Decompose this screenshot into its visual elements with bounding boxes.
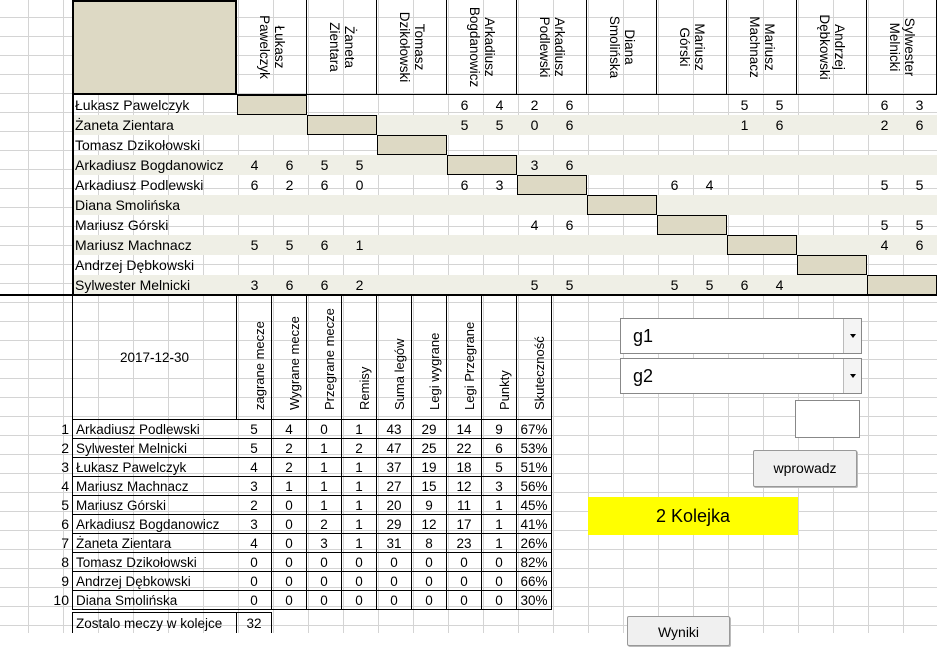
standing-stat-cell[interactable]: 29: [377, 515, 412, 534]
standing-stat-cell[interactable]: 0: [377, 553, 412, 572]
standing-stat-cell[interactable]: 51%: [517, 458, 552, 477]
score-cell[interactable]: 6: [320, 277, 329, 293]
combo-box-g1-value: g1: [633, 326, 654, 346]
standing-stat-cell[interactable]: 2: [307, 515, 342, 534]
header-first-name: Andrzej: [831, 24, 847, 70]
score-cell[interactable]: 6: [565, 157, 574, 173]
standing-stat-cell[interactable]: 0: [482, 553, 517, 572]
matrix-row-label[interactable]: Mariusz Machnacz: [75, 237, 192, 253]
score-cell[interactable]: 5: [495, 117, 504, 133]
header-last-name: Podlewski: [536, 16, 552, 78]
score-cell[interactable]: 4: [880, 237, 889, 253]
matrix-row-label[interactable]: Arkadiusz Podlewski: [75, 177, 204, 193]
standing-stat-cell[interactable]: 5: [237, 439, 272, 458]
standing-stat-cell[interactable]: 1: [482, 515, 517, 534]
header-last-name: Dębkowski: [816, 14, 832, 80]
standing-stat-cell[interactable]: 56%: [517, 477, 552, 496]
standing-stat-cell[interactable]: 4: [237, 534, 272, 553]
score-cell[interactable]: 6: [320, 177, 329, 193]
score-cell[interactable]: 3: [915, 97, 924, 113]
standing-rank: 7: [61, 535, 69, 551]
header-last-name: Dzikołowski: [396, 11, 412, 83]
header-last-name: Górski: [676, 27, 692, 67]
score-cell[interactable]: 3: [530, 157, 539, 173]
standing-stat-cell[interactable]: 1: [307, 496, 342, 515]
score-cell[interactable]: 5: [775, 97, 784, 113]
score-cell[interactable]: 1: [740, 117, 749, 133]
standing-stat-cell[interactable]: 15: [412, 477, 447, 496]
matrix-row-label[interactable]: Tomasz Dzikołowski: [75, 137, 201, 153]
standing-stat-cell[interactable]: 0: [237, 553, 272, 572]
standing-stat-cell[interactable]: 14: [447, 420, 482, 439]
score-cell[interactable]: 4: [775, 277, 784, 293]
date-label: 2017-12-30: [119, 350, 190, 365]
standing-name[interactable]: Łukasz Pawelczyk: [72, 458, 237, 477]
chevron-down-icon: [850, 374, 856, 378]
header-last-name: Zientara: [326, 22, 342, 72]
standing-stat-cell[interactable]: 30%: [517, 591, 552, 610]
standing-name[interactable]: Żaneta Zientara: [72, 534, 237, 553]
score-cell[interactable]: 6: [565, 117, 574, 133]
score-cell[interactable]: 3: [250, 277, 259, 293]
score-cell[interactable]: 5: [880, 217, 889, 233]
standing-stat-cell[interactable]: 1: [272, 477, 307, 496]
standing-stat-cell[interactable]: 23: [447, 534, 482, 553]
combo-box-g2-value: g2: [633, 366, 654, 386]
score-cell[interactable]: 4: [250, 157, 259, 173]
score-cell[interactable]: 4: [705, 177, 714, 193]
standing-stat-cell[interactable]: 0: [342, 572, 377, 591]
standing-stat-cell[interactable]: 1: [342, 420, 377, 439]
stats-header-label: Remisy: [357, 366, 372, 410]
stats-header-label: zagrane mecze: [252, 321, 267, 410]
header-first-name: Żaneta: [341, 25, 357, 69]
matrix-border: [72, 0, 937, 296]
standing-stat-cell[interactable]: 1: [342, 458, 377, 477]
score-cell[interactable]: 6: [740, 277, 749, 293]
standing-stat-cell[interactable]: 0: [447, 572, 482, 591]
standing-name[interactable]: Andrzej Dębkowski: [72, 572, 237, 591]
standing-stat-cell[interactable]: 6: [482, 439, 517, 458]
standing-name[interactable]: Arkadiusz Podlewski: [72, 420, 237, 439]
score-cell[interactable]: 6: [285, 277, 294, 293]
matrix-row-label[interactable]: Andrzej Dębkowski: [75, 257, 195, 273]
header-first-name: Sylwester: [901, 17, 917, 77]
standing-stat-cell[interactable]: 0: [272, 572, 307, 591]
standing-stat-cell[interactable]: 11: [447, 496, 482, 515]
stats-column-header: [342, 295, 377, 420]
standing-stat-cell[interactable]: 31: [377, 534, 412, 553]
standing-stat-cell[interactable]: 1: [342, 496, 377, 515]
standing-stat-cell[interactable]: 0: [482, 591, 517, 610]
standing-stat-cell[interactable]: 0: [272, 534, 307, 553]
standing-stat-cell[interactable]: 5: [237, 420, 272, 439]
standing-stat-cell[interactable]: 20: [377, 496, 412, 515]
score-cell[interactable]: 5: [740, 97, 749, 113]
score-cell[interactable]: 5: [565, 277, 574, 293]
standing-stat-cell[interactable]: 27: [377, 477, 412, 496]
score-cell[interactable]: 3: [495, 177, 504, 193]
round-label: 2 Kolejka: [588, 497, 798, 535]
stats-header-label: Skuteczność: [532, 336, 547, 410]
score-cell[interactable]: 5: [915, 217, 924, 233]
standing-stat-cell[interactable]: 0: [272, 496, 307, 515]
score-cell[interactable]: 5: [460, 117, 469, 133]
matrix-row-label[interactable]: Sylwester Melnicki: [75, 277, 191, 293]
standing-stat-cell[interactable]: 3: [237, 477, 272, 496]
stats-header-label: Przegrane mecze: [322, 308, 337, 410]
score-cell[interactable]: 2: [880, 117, 889, 133]
matrix-row-label[interactable]: Łukasz Pawelczyk: [75, 97, 190, 113]
header-first-name: Arkadiusz: [481, 17, 497, 77]
standing-name[interactable]: Diana Smolińska: [72, 591, 237, 610]
score-cell[interactable]: 6: [670, 177, 679, 193]
score-cell[interactable]: 5: [705, 277, 714, 293]
score-cell[interactable]: 5: [285, 237, 294, 253]
standing-rank: 5: [61, 497, 69, 513]
chevron-down-icon: [850, 334, 856, 338]
score-cell[interactable]: 5: [250, 237, 259, 253]
standing-stat-cell[interactable]: 0: [377, 572, 412, 591]
standing-stat-cell[interactable]: 0: [307, 572, 342, 591]
score-cell[interactable]: 6: [565, 97, 574, 113]
header-first-name: Diana: [621, 29, 637, 65]
standing-stat-cell[interactable]: 0: [412, 572, 447, 591]
combo-box-g1-dropdown[interactable]: [843, 319, 861, 353]
standing-stat-cell[interactable]: 19: [412, 458, 447, 477]
header-last-name: Pawelczyk: [256, 15, 272, 79]
header-last-name: Bogdanowicz: [466, 6, 482, 88]
standing-stat-cell[interactable]: 9: [412, 496, 447, 515]
standing-stat-cell[interactable]: 25: [412, 439, 447, 458]
wprowadz-button[interactable]: wprowadz: [753, 450, 857, 487]
header-last-name: Melnicki: [886, 22, 902, 72]
header-first-name: Arkadiusz: [551, 17, 567, 77]
standing-stat-cell[interactable]: 0: [377, 591, 412, 610]
standing-stat-cell[interactable]: 1: [307, 458, 342, 477]
header-first-name: Mariusz: [761, 23, 777, 71]
standing-stat-cell[interactable]: 0: [272, 553, 307, 572]
remaining-matches-value: 32: [237, 612, 272, 633]
score-cell[interactable]: 2: [285, 177, 294, 193]
header-last-name: Machnacz: [746, 16, 762, 78]
header-first-name: Tomasz: [411, 23, 427, 71]
score-cell[interactable]: 4: [495, 97, 504, 113]
matrix-row-label[interactable]: Żaneta Zientara: [75, 117, 174, 133]
remaining-matches-label: Zostalo meczy w kolejce: [72, 612, 237, 633]
standing-stat-cell[interactable]: 5: [482, 458, 517, 477]
standing-rank: 9: [61, 573, 69, 589]
stats-header-label: Suma legów: [392, 338, 407, 410]
score-cell[interactable]: 5: [530, 277, 539, 293]
standing-stat-cell[interactable]: 66%: [517, 572, 552, 591]
standing-rank: 10: [53, 592, 69, 608]
stats-column-header: [447, 295, 482, 420]
stats-column-header: [272, 295, 307, 420]
score-cell[interactable]: 5: [880, 177, 889, 193]
standing-name[interactable]: Arkadiusz Bogdanowicz: [72, 515, 237, 534]
standing-stat-cell[interactable]: 26%: [517, 534, 552, 553]
stats-header-label: Punkty: [497, 370, 512, 410]
standing-stat-cell[interactable]: 0: [342, 591, 377, 610]
score-cell[interactable]: 5: [320, 157, 329, 173]
header-last-name: Smolińska: [606, 15, 622, 79]
stats-column-header: [307, 295, 342, 420]
standing-stat-cell[interactable]: 3: [307, 534, 342, 553]
standing-stat-cell[interactable]: 1: [342, 515, 377, 534]
standing-name[interactable]: Mariusz Górski: [72, 496, 237, 515]
score-cell[interactable]: 2: [530, 97, 539, 113]
standing-stat-cell[interactable]: 1: [307, 439, 342, 458]
standing-stat-cell[interactable]: 3: [482, 477, 517, 496]
standing-rank: 2: [61, 440, 69, 456]
score-cell[interactable]: 1: [355, 237, 364, 253]
standing-rank: 8: [61, 554, 69, 570]
standing-stat-cell[interactable]: 2: [342, 439, 377, 458]
standing-stat-cell[interactable]: 41%: [517, 515, 552, 534]
standing-stat-cell[interactable]: 0: [447, 591, 482, 610]
standing-stat-cell[interactable]: 67%: [517, 420, 552, 439]
score-cell[interactable]: 0: [355, 177, 364, 193]
standing-stat-cell[interactable]: 3: [237, 515, 272, 534]
stats-header-label: Legi Przegrane: [462, 321, 477, 410]
standing-stat-cell[interactable]: 0: [272, 515, 307, 534]
standing-stat-cell[interactable]: 53%: [517, 439, 552, 458]
standing-stat-cell[interactable]: 0: [237, 572, 272, 591]
standing-rank: 1: [61, 421, 69, 437]
standing-stat-cell[interactable]: 1: [307, 477, 342, 496]
standing-stat-cell[interactable]: 29: [412, 420, 447, 439]
stats-column-header: [482, 295, 517, 420]
standing-stat-cell[interactable]: 4: [237, 458, 272, 477]
stats-column-header: [237, 295, 272, 420]
standing-stat-cell[interactable]: 9: [482, 420, 517, 439]
stats-column-header: [377, 295, 412, 420]
standing-rank: 3: [61, 459, 69, 475]
score-cell[interactable]: 6: [915, 237, 924, 253]
score-cell[interactable]: 6: [915, 117, 924, 133]
score-cell[interactable]: 6: [565, 217, 574, 233]
standing-stat-cell[interactable]: 12: [447, 477, 482, 496]
standing-stat-cell[interactable]: 37: [377, 458, 412, 477]
stats-column-header: [412, 295, 447, 420]
combo-box-g2[interactable]: [620, 358, 862, 394]
score-cell[interactable]: 6: [775, 117, 784, 133]
standing-stat-cell[interactable]: 17: [447, 515, 482, 534]
standing-stat-cell[interactable]: 82%: [517, 553, 552, 572]
score-input-box[interactable]: [795, 400, 860, 438]
standing-stat-cell[interactable]: 12: [412, 515, 447, 534]
score-cell[interactable]: 6: [460, 177, 469, 193]
score-cell[interactable]: 6: [320, 237, 329, 253]
matrix-row-label[interactable]: Mariusz Górski: [75, 217, 169, 233]
standing-stat-cell[interactable]: 45%: [517, 496, 552, 515]
standing-stat-cell[interactable]: 47: [377, 439, 412, 458]
standing-stat-cell[interactable]: 0: [307, 591, 342, 610]
standing-stat-cell[interactable]: 2: [237, 496, 272, 515]
standing-stat-cell[interactable]: 1: [482, 534, 517, 553]
combo-box-g1[interactable]: [620, 318, 862, 354]
matrix-row-label[interactable]: Arkadiusz Bogdanowicz: [75, 157, 224, 173]
score-cell[interactable]: 6: [285, 157, 294, 173]
header-first-name: Łukasz: [271, 25, 287, 69]
standing-name[interactable]: Mariusz Machnacz: [72, 477, 237, 496]
combo-box-g2-dropdown[interactable]: [843, 359, 861, 393]
score-cell[interactable]: 6: [880, 97, 889, 113]
score-cell[interactable]: 0: [530, 117, 539, 133]
standing-stat-cell[interactable]: 0: [342, 553, 377, 572]
score-cell[interactable]: 2: [355, 277, 364, 293]
standing-name[interactable]: Tomasz Dzikołowski: [72, 553, 237, 572]
standing-rank: 6: [61, 516, 69, 532]
standing-stat-cell[interactable]: 0: [307, 553, 342, 572]
score-cell[interactable]: 5: [915, 177, 924, 193]
standing-stat-cell[interactable]: 1: [342, 477, 377, 496]
header-first-name: Mariusz: [691, 23, 707, 71]
matrix-row-label[interactable]: Diana Smolińska: [75, 197, 181, 213]
standing-rank: 4: [61, 478, 69, 494]
score-cell[interactable]: 6: [250, 177, 259, 193]
standing-stat-cell[interactable]: 0: [272, 591, 307, 610]
score-cell[interactable]: 5: [670, 277, 679, 293]
standing-stat-cell[interactable]: 1: [342, 534, 377, 553]
results-button[interactable]: Wyniki: [627, 616, 730, 646]
standing-stat-cell[interactable]: 0: [307, 420, 342, 439]
stats-header-label: Legi wygrane: [427, 332, 442, 410]
score-cell[interactable]: 4: [530, 217, 539, 233]
score-cell[interactable]: 6: [460, 97, 469, 113]
standing-stat-cell[interactable]: 1: [482, 496, 517, 515]
standing-stat-cell[interactable]: 8: [412, 534, 447, 553]
standing-name[interactable]: Sylwester Melnicki: [72, 439, 237, 458]
standing-stat-cell[interactable]: 43: [377, 420, 412, 439]
standing-stat-cell[interactable]: 0: [447, 553, 482, 572]
standing-stat-cell[interactable]: 2: [272, 458, 307, 477]
standing-stat-cell[interactable]: 0: [412, 553, 447, 572]
stats-column-header: [517, 295, 552, 420]
standing-stat-cell[interactable]: 0: [482, 572, 517, 591]
standing-stat-cell[interactable]: 0: [237, 591, 272, 610]
stats-header-label: Wygrane mecze: [287, 316, 302, 410]
standing-stat-cell[interactable]: 4: [272, 420, 307, 439]
standing-stat-cell[interactable]: 2: [272, 439, 307, 458]
standing-stat-cell[interactable]: 22: [447, 439, 482, 458]
score-cell[interactable]: 5: [355, 157, 364, 173]
standing-stat-cell[interactable]: 18: [447, 458, 482, 477]
standing-stat-cell[interactable]: 0: [412, 591, 447, 610]
